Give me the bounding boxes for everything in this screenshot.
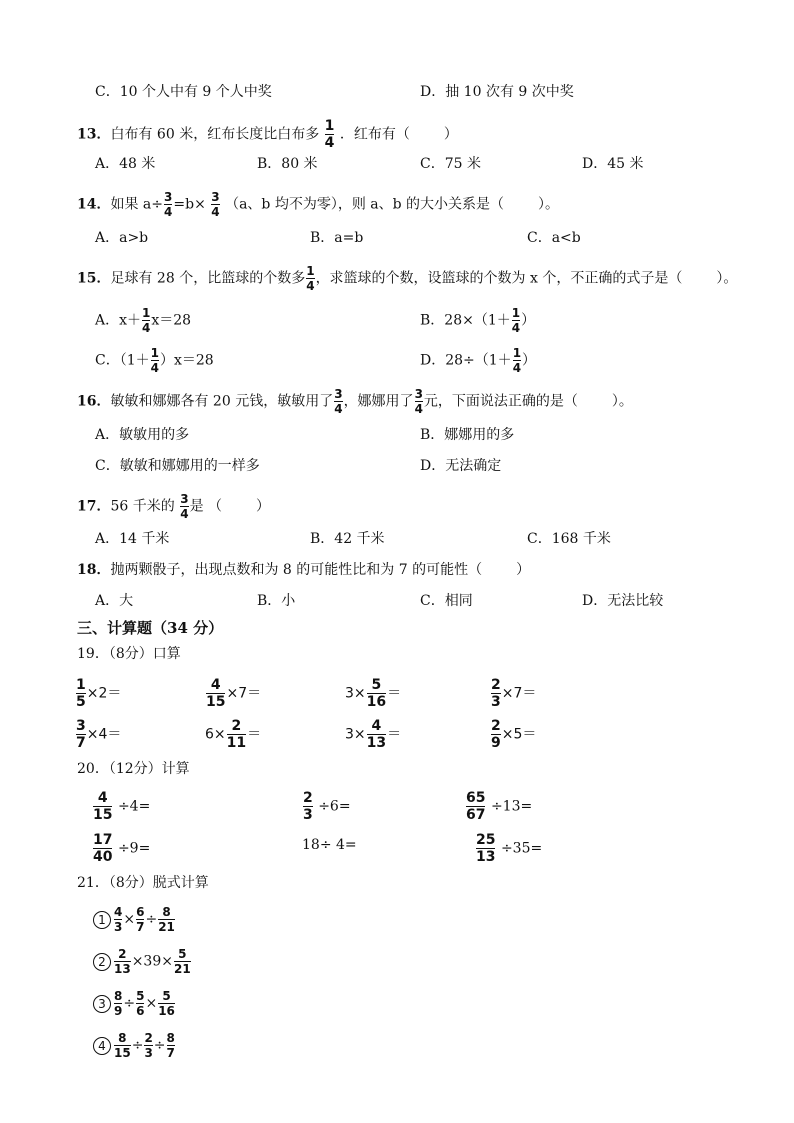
question-15 bbox=[77, 264, 737, 293]
question-text: 敏敏和娜娜各有 20 元钱，敏敏用了 bbox=[110, 393, 334, 410]
expr-text: ÷6= bbox=[318, 798, 351, 815]
fraction: $\frac{2}{3}$ bbox=[303, 790, 313, 823]
q18-option-c: C．相同 bbox=[420, 593, 473, 609]
question-number: 13． bbox=[77, 126, 111, 143]
q16-option-b: B．娜娜用的多 bbox=[420, 427, 515, 443]
q20-item: 18÷ 4= bbox=[302, 837, 357, 853]
option-text: D．28÷（1＋ bbox=[420, 352, 512, 369]
expr-text: ÷13= bbox=[490, 798, 533, 815]
fraction: $\frac{3}{4}$ bbox=[211, 190, 220, 219]
q16-option-a: A．敏敏用的多 bbox=[95, 427, 190, 443]
q19-item bbox=[345, 718, 401, 751]
question-number: 16． bbox=[77, 393, 111, 410]
q20-item bbox=[92, 790, 150, 823]
fraction: $\frac{2}{11}$ bbox=[226, 718, 247, 751]
q17-option-c: C．168 千米 bbox=[527, 531, 611, 547]
q18-option-b: B．小 bbox=[257, 593, 296, 609]
q15-option-c bbox=[95, 346, 214, 375]
q12-option-c: C．10 个人中有 9 个人中奖 bbox=[95, 84, 272, 100]
q19-item bbox=[490, 718, 536, 751]
fraction: $\frac{1}{4}$ bbox=[142, 306, 151, 335]
expr-text: 3× bbox=[345, 726, 366, 743]
option-text: ）x＝28 bbox=[159, 352, 214, 369]
q21-item bbox=[93, 905, 176, 934]
question-text: ） bbox=[516, 562, 531, 578]
expr-text: ×5＝ bbox=[501, 726, 537, 743]
expr-text: ×4＝ bbox=[86, 726, 122, 743]
expr-text: ＝ bbox=[387, 685, 402, 702]
option-text: B．28×（1＋ bbox=[420, 312, 511, 329]
question-text: ）。 bbox=[611, 393, 633, 410]
fraction: $\frac{1}{4}$ bbox=[512, 346, 522, 375]
q19-item bbox=[75, 718, 121, 751]
expr-text: × bbox=[145, 995, 158, 1012]
expr-text: ÷ bbox=[145, 911, 158, 928]
option-text: A．x＋ bbox=[95, 312, 142, 329]
q20-item bbox=[92, 832, 150, 865]
question-number: 15． bbox=[77, 270, 111, 287]
circled-number: 4 bbox=[93, 1037, 111, 1055]
q17-option-b: B．42 千米 bbox=[310, 531, 385, 547]
q16-option-c: C．敏敏和娜娜用的一样多 bbox=[95, 458, 260, 474]
fraction: $\frac{3}{7}$ bbox=[76, 718, 86, 751]
fraction: $\frac{8}{15}$ bbox=[114, 1031, 131, 1060]
q20-item bbox=[475, 832, 542, 865]
expr-text: ×2＝ bbox=[86, 685, 122, 702]
q21-item bbox=[93, 989, 176, 1018]
question-14 bbox=[77, 190, 559, 219]
q13-option-c: C．75 米 bbox=[420, 156, 481, 172]
q21-title: 21．（8分）脱式计算 bbox=[77, 875, 209, 891]
expr-text: × bbox=[123, 911, 136, 928]
question-text: 元，下面说法正确的是（ bbox=[423, 393, 578, 410]
expr-text: 3× bbox=[345, 685, 366, 702]
expr-text: ÷4= bbox=[117, 798, 151, 815]
q15-option-d bbox=[420, 346, 536, 375]
q16-option-d: D．无法确定 bbox=[420, 458, 502, 474]
fraction: $\frac{2}{3}$ bbox=[491, 677, 501, 710]
q20-title: 20．（12分）计算 bbox=[77, 761, 190, 777]
fraction: $\frac{3}{4}$ bbox=[414, 387, 423, 416]
fraction: $\frac{5}{16}$ bbox=[158, 989, 175, 1018]
q15-option-b bbox=[420, 306, 535, 335]
q21-item bbox=[93, 1031, 176, 1060]
question-13 bbox=[77, 118, 458, 151]
q13-option-a: A．48 米 bbox=[95, 156, 156, 172]
fraction: $\frac{1}{4}$ bbox=[150, 346, 159, 375]
circled-number: 2 bbox=[93, 953, 111, 971]
expr-text: ×7＝ bbox=[226, 685, 262, 702]
question-text: ）。 bbox=[538, 196, 560, 213]
fraction: $\frac{25}{13}$ bbox=[476, 832, 496, 865]
question-number: 17． bbox=[77, 498, 111, 515]
section-heading: 三、计算题（34 分） bbox=[77, 619, 224, 637]
fraction: $\frac{8}{21}$ bbox=[158, 905, 175, 934]
fraction: $\frac{3}{4}$ bbox=[334, 387, 343, 416]
fraction: $\frac{6}{7}$ bbox=[136, 905, 145, 934]
q17-option-a: A．14 千米 bbox=[95, 531, 170, 547]
fraction: $\frac{4}{15}$ bbox=[206, 677, 226, 710]
fraction: $\frac{1}{4}$ bbox=[324, 118, 335, 151]
q14-option-a: A．a>b bbox=[95, 230, 149, 246]
fraction: $\frac{4}{3}$ bbox=[114, 905, 123, 934]
fraction: $\frac{5}{16}$ bbox=[366, 677, 387, 710]
fraction: $\frac{1}{5}$ bbox=[76, 677, 86, 710]
option-text: x＝28 bbox=[151, 312, 192, 329]
fraction: $\frac{8}{9}$ bbox=[114, 989, 123, 1018]
fraction: $\frac{1}{4}$ bbox=[511, 306, 521, 335]
fraction: $\frac{65}{67}$ bbox=[466, 790, 486, 823]
expr-text: ÷35= bbox=[500, 840, 543, 857]
question-text: 56 千米的 bbox=[110, 498, 175, 515]
circled-number: 3 bbox=[93, 995, 111, 1013]
question-17 bbox=[77, 492, 270, 521]
expr-text: ÷ bbox=[131, 1037, 144, 1054]
q19-item bbox=[75, 677, 121, 710]
question-text: ）。 bbox=[716, 270, 738, 287]
fraction: $\frac{4}{13}$ bbox=[366, 718, 387, 751]
q19-item bbox=[490, 677, 536, 710]
question-18 bbox=[77, 560, 530, 580]
q12-option-d: D．抽 10 次有 9 次中奖 bbox=[420, 84, 574, 100]
fraction: $\frac{3}{4}$ bbox=[164, 190, 173, 219]
q13-option-b: B．80 米 bbox=[257, 156, 318, 172]
q14-option-c: C．a<b bbox=[527, 230, 581, 246]
question-text: ，求篮球的个数，设篮球的个数为 x 个，不正确的式子是（ bbox=[315, 270, 683, 287]
option-text: ） bbox=[522, 352, 537, 369]
question-text: 是 （ bbox=[189, 498, 223, 515]
question-number: 18． bbox=[77, 562, 111, 578]
question-text: 抛两颗骰子，出现点数和为 8 的可能性比和为 7 的可能性（ bbox=[110, 562, 483, 578]
q18-option-a: A．大 bbox=[95, 593, 134, 609]
fraction: $\frac{5}{21}$ bbox=[173, 947, 191, 976]
q19-item bbox=[205, 677, 261, 710]
q19-item bbox=[205, 718, 261, 751]
q20-item bbox=[465, 790, 532, 823]
option-text: C．（1＋ bbox=[95, 352, 150, 369]
fraction: $\frac{8}{7}$ bbox=[166, 1031, 175, 1060]
question-text: 如果 a÷ bbox=[110, 196, 164, 213]
q19-item bbox=[345, 677, 401, 710]
question-text: ．红布有（ bbox=[339, 126, 410, 143]
q13-option-d: D．45 米 bbox=[582, 156, 644, 172]
expr-text: ÷9= bbox=[117, 840, 151, 857]
question-text: 白布有 60 米，红布长度比白布多 bbox=[110, 126, 320, 143]
q18-option-d: D．无法比较 bbox=[582, 593, 664, 609]
question-text: ，娜娜用了 bbox=[343, 393, 414, 410]
q15-option-a bbox=[95, 306, 191, 335]
expr-text: ＝ bbox=[387, 726, 402, 743]
fraction: $\frac{1}{4}$ bbox=[306, 264, 315, 293]
fraction: $\frac{2}{13}$ bbox=[114, 947, 131, 976]
fraction: $\frac{3}{4}$ bbox=[180, 492, 189, 521]
expr-text: ÷ bbox=[123, 995, 136, 1012]
q14-option-b: B．a=b bbox=[310, 230, 364, 246]
fraction: $\frac{5}{6}$ bbox=[136, 989, 145, 1018]
expr-text: ×39× bbox=[131, 953, 173, 970]
q20-item bbox=[302, 790, 351, 823]
fraction: $\frac{4}{15}$ bbox=[93, 790, 113, 823]
question-text: ） bbox=[256, 498, 271, 515]
fraction: $\frac{17}{40}$ bbox=[93, 832, 113, 865]
option-text: ） bbox=[521, 312, 536, 329]
question-text: 足球有 28 个，比篮球的个数多 bbox=[110, 270, 306, 287]
expr-text: 6× bbox=[205, 726, 226, 743]
expr-text: ＝ bbox=[247, 726, 262, 743]
question-text: （a、b 均不为零），则 a、b 的大小关系是（ bbox=[225, 196, 505, 213]
fraction: $\frac{2}{3}$ bbox=[144, 1031, 153, 1060]
question-16 bbox=[77, 387, 633, 416]
question-text: ） bbox=[443, 126, 458, 143]
question-text: =b× bbox=[173, 196, 206, 213]
expr-text: ×7＝ bbox=[501, 685, 537, 702]
q19-title: 19．（8分）口算 bbox=[77, 646, 181, 662]
question-number: 14． bbox=[77, 196, 111, 213]
fraction: $\frac{2}{9}$ bbox=[491, 718, 501, 751]
q21-item bbox=[93, 947, 192, 976]
expr-text: ÷ bbox=[153, 1037, 166, 1054]
circled-number: 1 bbox=[93, 911, 111, 929]
